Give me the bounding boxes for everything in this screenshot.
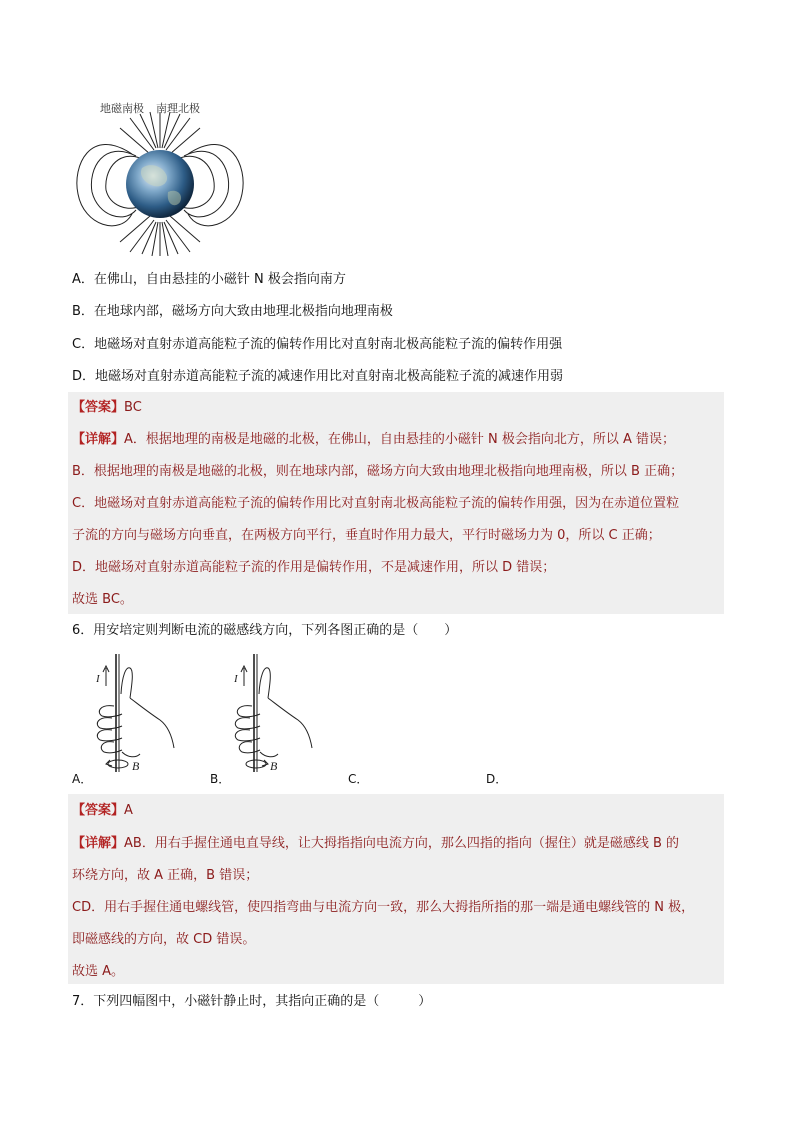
- earth-label-geomagnetic-south: 地磁南极: [100, 102, 144, 115]
- earth-label-geographic-north: 南理北极: [156, 102, 200, 115]
- earth-field-diagram: [70, 96, 250, 256]
- q7-stem: 7．下列四幅图中，小磁针静止时，其指向正确的是（ ）: [72, 994, 432, 1009]
- q6-figure-a: [88, 654, 178, 772]
- q5-explain-line-1: 【详解】A．根据地理的南极是地磁的北极，在佛山，自由悬挂的小磁针 N 极会指向北方，所以 A 错误；: [72, 432, 676, 447]
- q6-option-d: D．: [486, 772, 508, 786]
- q5-explain-line-3: C．地磁场对直射赤道高能粒子流的偏转作用比对直射南北极高能粒子流的偏转作用强，因为在赤道位置粒: [72, 496, 680, 511]
- q5-option-b: B．在地球内部，磁场方向大致由地理北极指向地理南极: [72, 304, 393, 319]
- q6-option-a: A．: [72, 772, 93, 786]
- q6-stem: 6．用安培定则判断电流的磁感线方向，下列各图正确的是（ ）: [72, 623, 458, 638]
- q6-option-b: B．: [210, 772, 231, 786]
- q5-explain-line-5: D．地磁场对直射赤道高能粒子流的作用是偏转作用，不是减速作用，所以 D 错误；: [72, 560, 556, 575]
- q5-explain-line-2: B．根据地理的南极是地磁的北极，则在地球内部，磁场方向大致由地理北极指向地理南极，所以 B 正确；: [72, 464, 684, 479]
- q6-explain-line-2: 环绕方向，故 A 正确，B 错误；: [72, 868, 259, 883]
- answer-tag: 【答案】: [72, 803, 125, 818]
- explain-tag: 【详解】: [72, 432, 125, 447]
- q6-explain-line-3: CD．用右手握住通电螺线管，使四指弯曲与电流方向一致，那么大拇指所指的那一端是通电螺线管的 N 极，: [72, 900, 695, 915]
- q5-option-d: D．地磁场对直射赤道高能粒子流的减速作用比对直射南北极高能粒子流的减速作用弱: [72, 369, 564, 384]
- answer-tag: 【答案】: [72, 400, 125, 415]
- answer-value: A: [124, 803, 133, 818]
- q5-answer: [72, 399, 142, 417]
- q5-explain-line-4: 子流的方向与磁场方向垂直，在两极方向平行，垂直时作用力最大，平行时磁场力为 0，所以 C 正确；: [72, 528, 661, 543]
- q5-explain-line-6: 故选 BC。: [72, 592, 133, 607]
- right-hand-wire-diagram-a: [88, 654, 178, 772]
- q5-option-c: C．地磁场对直射赤道高能粒子流的偏转作用比对直射南北极高能粒子流的偏转作用强: [72, 337, 563, 352]
- current-label-a: I: [96, 673, 100, 685]
- answer-value: BC: [124, 400, 142, 415]
- q6-figure-b: [226, 654, 316, 772]
- q6-explain-line-5: 故选 A。: [72, 964, 125, 979]
- q5-option-a: A．在佛山，自由悬挂的小磁针 N 极会指向南方: [72, 272, 346, 287]
- q6-answer-box: [68, 794, 724, 984]
- field-label-b: B: [270, 759, 278, 772]
- explain-tag: 【详解】: [72, 836, 125, 851]
- current-label-b: I: [234, 673, 238, 685]
- q6-option-c: C．: [348, 772, 369, 786]
- earth-field-figure: [70, 96, 250, 256]
- q6-explain-line-4: 即磁感线的方向，故 CD 错误。: [72, 932, 256, 947]
- field-label-a: B: [132, 759, 140, 772]
- q6-explain-line-1: 【详解】AB．用右手握住通电直导线，让大拇指指向电流方向，那么四指的指向（握住）就是磁感线 B 的: [72, 836, 680, 851]
- q6-answer: [72, 802, 133, 820]
- right-hand-wire-diagram-b: [226, 654, 316, 772]
